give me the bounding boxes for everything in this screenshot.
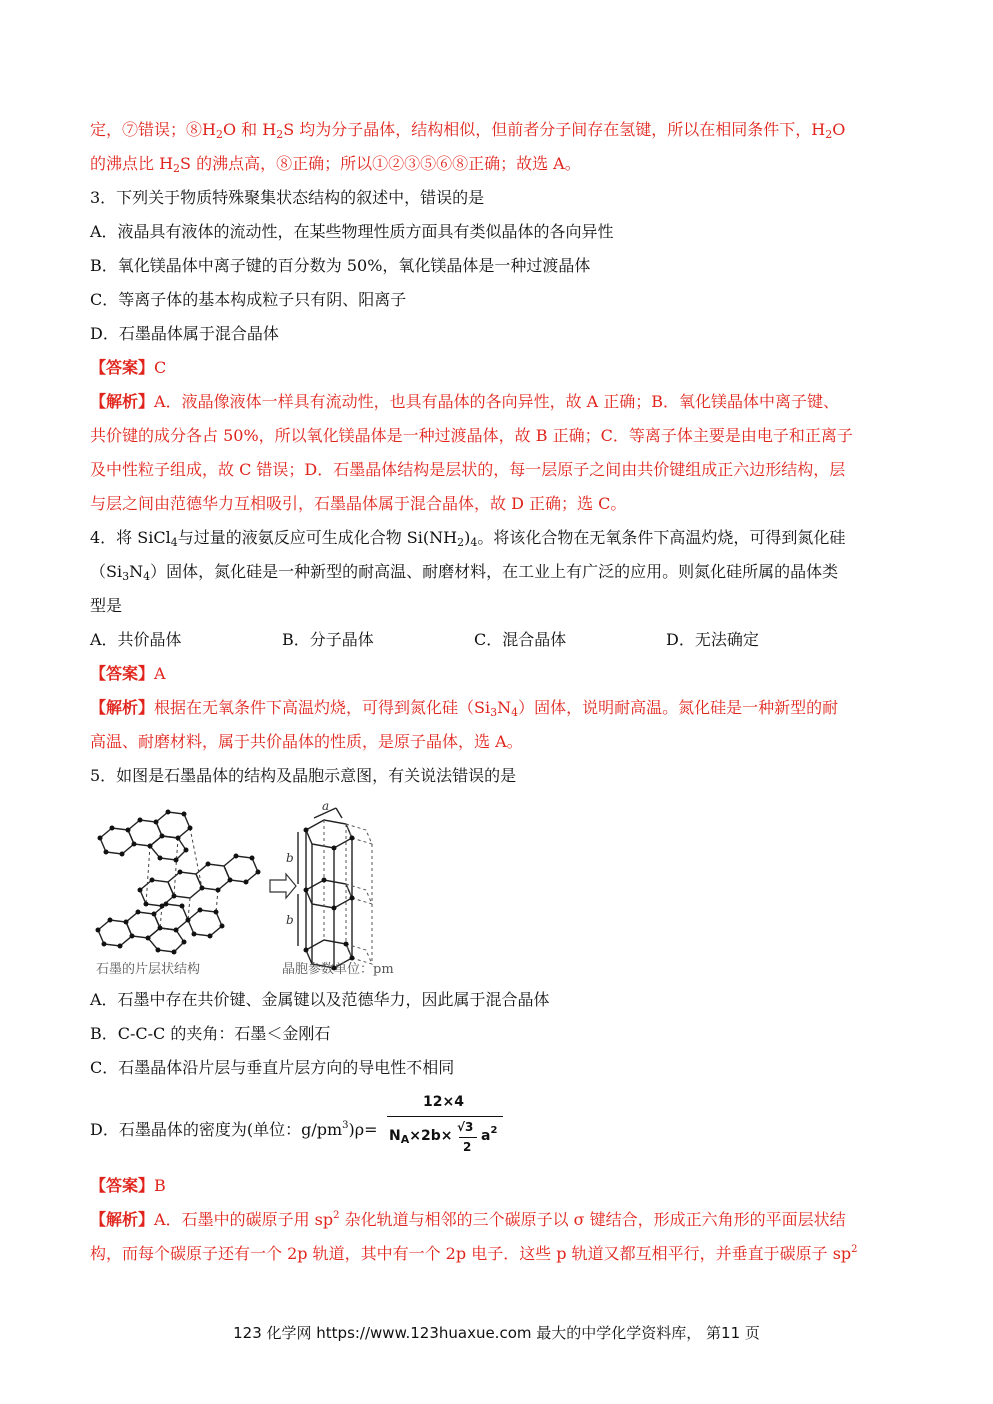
q5-answer: [90, 1176, 166, 1196]
q3-explanation-line-3: 及中性粒子组成，故 C 错误；D．石墨晶体结构是层状的，每一层原子之间由共价键组成正六边形结构，层: [90, 460, 846, 479]
formula-denominator: $N_A\times 2b\times$: [389, 1128, 453, 1146]
graphite-structure-figure: [90, 800, 430, 980]
q5-stem: 5．如图是石墨晶体的结构及晶胞示意图，有关说法错误的是: [90, 766, 517, 785]
inner-fraction-bar: [459, 1137, 477, 1138]
q3-answer: [90, 358, 166, 378]
q5-explanation-line-2: 构，而每个碳原子还有一个 2p 轨道，其中有一个 2p 电子．这些 p 轨道又都互相平行，并垂直于碳原子 $sp^2$: [90, 1244, 858, 1263]
q4-option-c: C．混合晶体: [474, 630, 567, 649]
answer-tag: 【答案】: [90, 358, 155, 377]
q3-stem: 3．下列关于物质特殊聚集状态结构的叙述中，错误的是: [90, 188, 485, 207]
q4-answer: [90, 664, 166, 684]
fraction-bar: [387, 1116, 503, 1117]
q3-option-b: B．氧化镁晶体中离子键的百分数为 50%，氧化镁晶体是一种过渡晶体: [90, 256, 591, 275]
q3-explanation-line-2: 共价键的成分各占 50%，所以氧化镁晶体是一种过渡晶体，故 B 正确；C．等离子体主要是由电子和正离子: [90, 426, 853, 445]
figure-caption-left: 石墨的片层状结构: [96, 962, 201, 977]
arrow-icon: [270, 874, 296, 898]
page-footer: 123 化学网 https://www.123huaxue.com 最大的中学化学资料库， 第11 页: [233, 1324, 760, 1342]
q4-stem-line-1: 4．将 SiCl$_4$与过量的液氨反应可生成化合物 $Si(NH_2)_4$。将该化合物在无氧条件下高温灼烧，可得到氮化硅: [90, 528, 846, 549]
answer-value: A: [154, 664, 166, 683]
answer-value: B: [154, 1176, 166, 1195]
q4-stem-line-2: $(Si_3N_4)$固体，氮化硅是一种新型的耐高温、耐磨材料，在工业上有广泛的应用。则氮化硅所属的晶体类: [90, 562, 839, 583]
graphite-diagram: [90, 800, 430, 980]
prev-explanation-line-2: 的沸点比 $H_2S$ 的沸点高，⑧正确；所以①②③⑤⑥⑧正确；故选 A。: [90, 154, 581, 175]
formula-two: 2: [463, 1140, 472, 1154]
q4-explanation-line-1: 【解析】根据在无氧条件下高温灼烧，可得到氮化硅$(Si_3N_4)$固体，说明耐高温。氮化硅是一种新型的耐: [90, 698, 839, 719]
answer-value: C: [154, 358, 167, 377]
q5-option-c: C．石墨晶体沿片层与垂直片层方向的导电性不相同: [90, 1058, 455, 1077]
q4-option-d: D．无法确定: [666, 630, 759, 649]
fig-label-a: a: [322, 800, 330, 813]
q3-option-d: D．石墨晶体属于混合晶体: [90, 324, 279, 343]
density-formula: [387, 1092, 507, 1164]
formula-sqrt3: √3: [457, 1120, 474, 1134]
answer-tag: 【答案】: [90, 1176, 155, 1195]
fig-label-b-upper: b: [286, 851, 294, 865]
fig-label-b-lower: b: [286, 913, 294, 927]
q4-explanation-line-2: 高温、耐磨材料，属于共价晶体的性质，是原子晶体，选 A。: [90, 732, 523, 751]
q5-option-d: D．石墨晶体的密度为(单位：$g/pm^3)\rho=$: [90, 1120, 378, 1139]
q3-explanation-line-1: 【解析】A．液晶像液体一样具有流动性，也具有晶体的各向异性，故 A 正确；B．氧化镁晶体中离子键、: [90, 392, 840, 411]
explanation-tag: 【解析】: [90, 698, 155, 717]
q4-option-b: B．分子晶体: [282, 630, 374, 649]
prev-explanation-line-1: 定，⑦错误；$⑧H_2O$ 和 $H_2S$ 均为分子晶体，结构相似，但前者分子间存在氢键，所以在相同条件下，$H_2O$: [90, 120, 846, 141]
q5-option-b: B．C-C-C 的夹角：石墨＜金刚石: [90, 1024, 331, 1043]
q5-option-a: A．石墨中存在共价键、金属键以及范德华力，因此属于混合晶体: [90, 990, 550, 1009]
figure-caption-right: 晶胞参数单位：pm: [282, 962, 394, 977]
q5-explanation-line-1: 【解析】A．石墨中的碳原子用 $sp^2$ 杂化轨道与相邻的三个碳原子以 σ 键结合，形成正六角形的平面层状结: [90, 1210, 846, 1229]
q3-option-c: C．等离子体的基本构成粒子只有阴、阳离子: [90, 290, 407, 309]
q4-option-a: A．共价晶体: [90, 630, 182, 649]
explanation-tag: 【解析】: [90, 1210, 155, 1229]
q3-explanation-line-4: 与层之间由范德华力互相吸引，石墨晶体属于混合晶体，故 D 正确；选 C。: [90, 494, 627, 513]
answer-tag: 【答案】: [90, 664, 155, 683]
formula-numerator: 12×4: [423, 1094, 464, 1110]
formula-a-squared: $a^2$: [481, 1125, 498, 1144]
q4-stem-line-3: 型是: [90, 596, 123, 615]
q3-option-a: A．液晶具有液体的流动性，在某些物理性质方面具有类似晶体的各向异性: [90, 222, 614, 241]
explanation-tag: 【解析】: [90, 392, 155, 411]
